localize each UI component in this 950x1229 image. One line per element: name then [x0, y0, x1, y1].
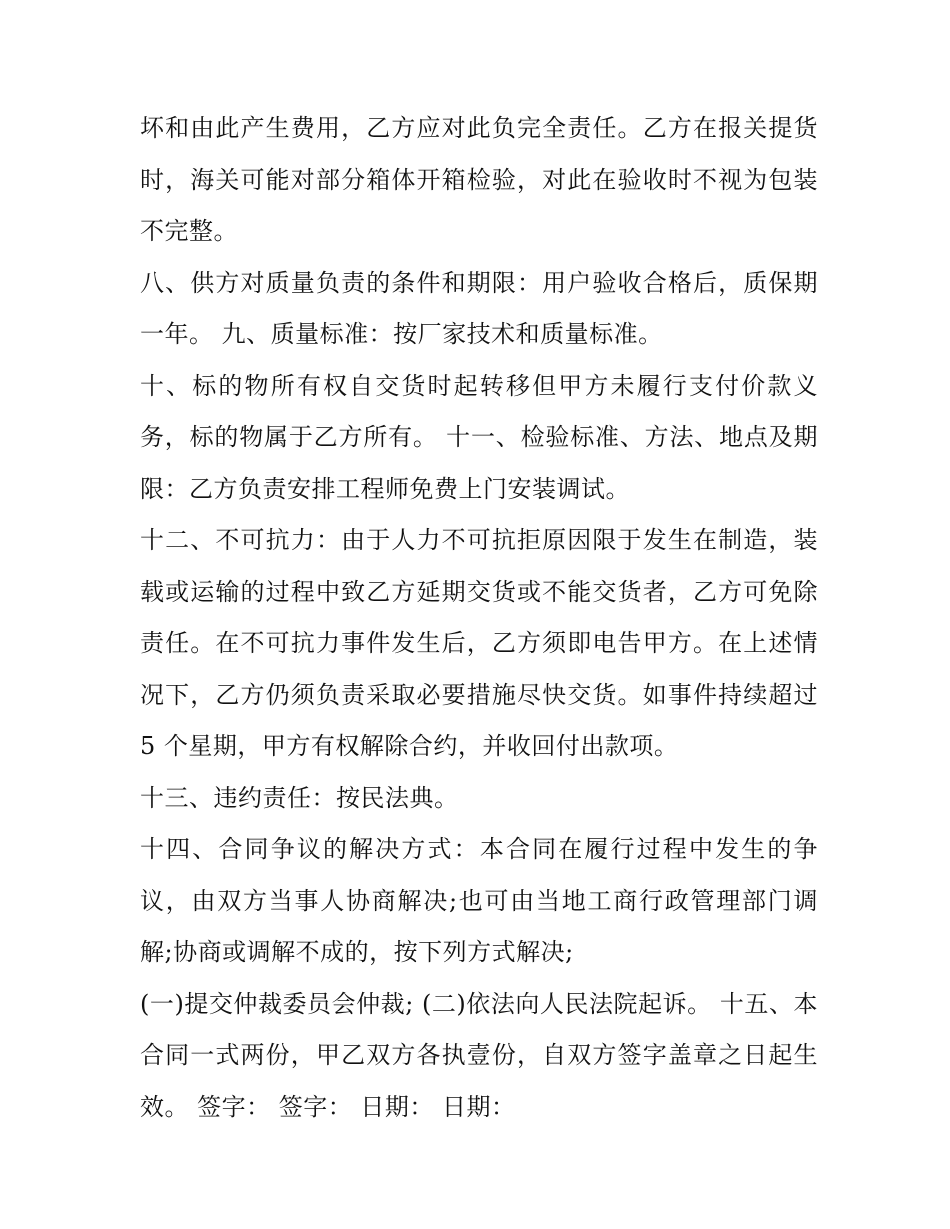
paragraph-ownership-inspection: 十、标的物所有权自交货时起转移但甲方未履行支付价款义务，标的物属于乙方所有。 十一、检验标准、方法、地点及期限：乙方负责安排工程师免费上门安装调试。 — [140, 371, 818, 503]
paragraph-liability: 十三、违约责任：按民法典。 — [140, 783, 459, 812]
contract-body — [140, 103, 818, 1133]
paragraph-quality-warranty: 八、供方对质量负责的条件和期限：用户验收合格后，质保期一年。 九、质量标准：按厂家技术和质量标准。 — [140, 268, 818, 348]
paragraph-dispute-resolution: 十四、合同争议的解决方式：本合同在履行过程中发生的争议，由双方当事人协商解决;也可由当地工商行政管理部门调解;协商或调解不成的，按下列方式解决; — [140, 835, 818, 966]
paragraph-force-majeure: 十二、不可抗力：由于人力不可抗拒原因限于发生在制造，装载或运输的过程中致乙方延期交货或不能交货者，乙方可免除责任。在不可抗力事件发生后，乙方须即电告甲方。在上述情况下，乙方仍须负责采取必要措施尽快交货。如事件持续超过 5 个星期，甲方有权解除合约，并收回付出款项。 — [140, 526, 818, 760]
paragraph-arbitration-signatures: (一)提交仲裁委员会仲裁; (二)依法向人民法院起诉。 十五、本合同一式两份，甲乙双方各执壹份，自双方签字盖章之日起生效。 签字： 签字： 日期： 日期： — [140, 989, 818, 1121]
paragraph-packaging: 坏和由此产生费用，乙方应对此负完全责任。乙方在报关提货时，海关可能对部分箱体开箱检验，对此在验收时不视为包装不完整。 — [140, 114, 818, 245]
